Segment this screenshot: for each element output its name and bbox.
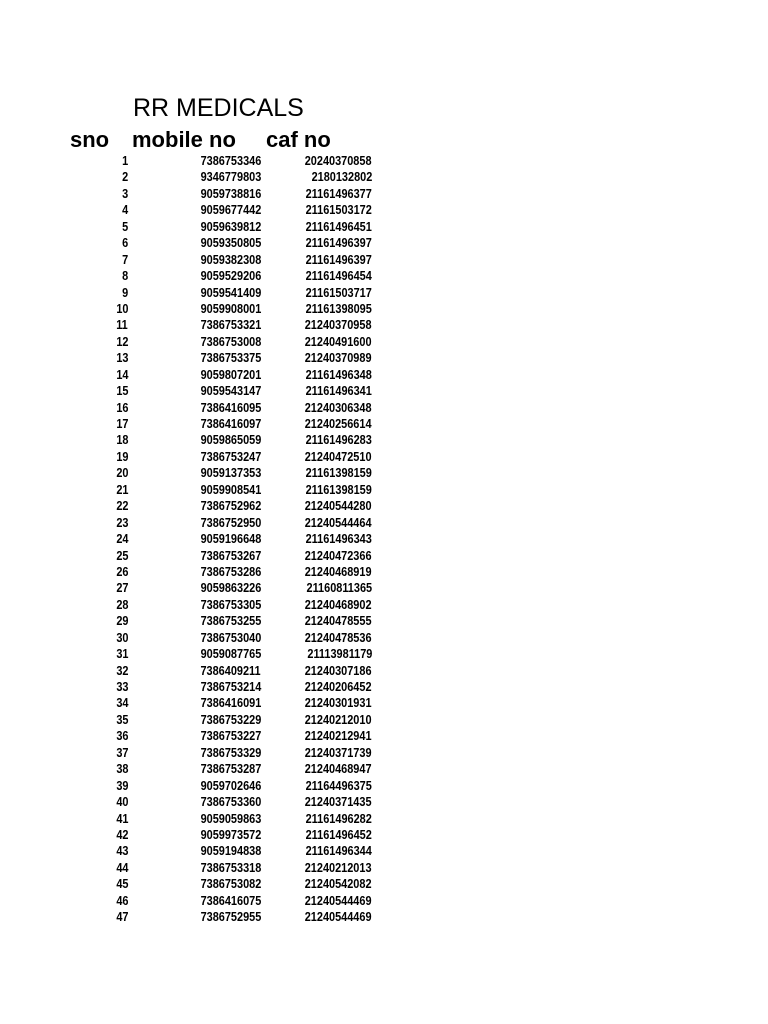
caf-no-cell: 21240468947: [305, 761, 372, 777]
sno-cell: 15: [115, 383, 128, 399]
table-row: [0, 613, 400, 629]
table-row: [0, 235, 400, 251]
mobile-no-cell: 7386753214: [200, 679, 261, 694]
caf-no-cell: 21161496341: [305, 383, 372, 399]
column-header-mobile-no: mobile no: [132, 127, 236, 152]
mobile-no-cell: 9059908001: [200, 300, 261, 316]
table-row: [0, 876, 400, 892]
mobile-no-cell: 7386753287: [200, 761, 261, 777]
sno-cell: 27: [115, 580, 128, 596]
table-row: [0, 712, 400, 728]
caf-no-cell: 21240544469: [305, 909, 372, 925]
mobile-no-cell: 7386753321: [200, 317, 261, 333]
caf-no-cell: 21240472366: [305, 547, 372, 563]
sno-cell: 45: [115, 876, 128, 892]
caf-no-cell: 21240212941: [305, 728, 372, 744]
caf-no-cell: 21240468902: [305, 596, 372, 612]
table-row: [0, 383, 400, 399]
table-row: [0, 367, 400, 383]
table-row: [0, 745, 400, 761]
mobile-no-cell: 7386409211: [200, 662, 261, 678]
sno-cell: 18: [115, 432, 128, 448]
mobile-no-cell: 7386753255: [200, 613, 261, 629]
table-row: [0, 695, 400, 711]
table-row: [0, 515, 400, 531]
mobile-no-cell: 9059677442: [200, 202, 261, 218]
caf-no-cell: 21161496452: [305, 826, 372, 842]
sno-cell: 9: [121, 284, 128, 300]
table-row: [0, 153, 400, 169]
sno-cell: 3: [121, 185, 128, 201]
caf-no-cell: 21240544464: [305, 514, 372, 530]
caf-no-cell: 21240491600: [305, 333, 372, 349]
sno-cell: 17: [115, 416, 128, 431]
caf-no-cell: 20240370858: [305, 153, 372, 168]
table-row: [0, 564, 400, 580]
sno-cell: 33: [115, 679, 128, 694]
caf-no-cell: 21164496375: [305, 777, 372, 793]
sno-cell: 31: [115, 646, 128, 662]
mobile-no-cell: 7386753267: [200, 547, 261, 563]
mobile-no-cell: 9059087765: [200, 646, 261, 662]
table-row: [0, 334, 400, 350]
mobile-no-cell: 7386753286: [200, 563, 261, 579]
sno-cell: 32: [115, 662, 128, 678]
mobile-no-cell: 7386416075: [200, 892, 261, 908]
table-row: [0, 186, 400, 202]
caf-no-cell: 21161496377: [305, 185, 372, 201]
sno-cell: 6: [121, 235, 128, 251]
caf-no-cell: 21161496451: [305, 218, 372, 234]
caf-no-cell: 21240307186: [305, 662, 372, 678]
sno-cell: 21: [115, 481, 128, 497]
caf-no-cell: 21161496283: [305, 432, 372, 448]
caf-no-cell: 2180132802: [311, 169, 372, 185]
mobile-no-cell: 9059865059: [200, 432, 261, 448]
mobile-no-cell: 7386753229: [200, 711, 261, 727]
mobile-no-cell: 7386753346: [200, 153, 261, 168]
mobile-no-cell: 7386753082: [200, 876, 261, 892]
table-row: [0, 317, 400, 333]
table-row: [0, 416, 400, 432]
mobile-no-cell: 7386753008: [200, 333, 261, 349]
caf-no-cell: 21161398159: [305, 465, 372, 481]
mobile-no-cell: 9059350805: [200, 235, 261, 251]
caf-no-cell: 21240371739: [305, 744, 372, 760]
table-row: [0, 219, 400, 235]
table-row: [0, 285, 400, 301]
table-row: [0, 252, 400, 268]
mobile-no-cell: 9059639812: [200, 218, 261, 234]
caf-no-cell: 21240370958: [305, 317, 372, 333]
mobile-no-cell: 7386416097: [200, 416, 261, 431]
caf-no-cell: 21161503172: [305, 202, 372, 218]
mobile-no-cell: 9059541409: [200, 284, 261, 300]
sno-cell: 42: [115, 826, 128, 842]
mobile-no-cell: 9059973572: [200, 826, 261, 842]
caf-no-cell: 21240544280: [305, 498, 372, 514]
caf-no-cell: 21161496397: [305, 235, 372, 251]
table-row: [0, 630, 400, 646]
sno-cell: 1: [121, 153, 128, 168]
mobile-no-cell: 9059194838: [200, 843, 261, 859]
mobile-no-cell: 9346779803: [200, 169, 261, 185]
caf-no-cell: 21240542082: [305, 876, 372, 892]
caf-no-cell: 21161398095: [305, 300, 372, 316]
sno-cell: 22: [115, 498, 128, 514]
mobile-no-cell: 7386753247: [200, 448, 261, 464]
sno-cell: 26: [115, 563, 128, 579]
table-row: [0, 400, 400, 416]
caf-no-cell: 21161398159: [305, 481, 372, 497]
sno-cell: 11: [116, 317, 128, 333]
caf-no-cell: 21161496454: [305, 268, 372, 284]
table-row: [0, 548, 400, 564]
mobile-no-cell: 9059738816: [200, 185, 261, 201]
table-row: [0, 728, 400, 744]
mobile-no-cell: 9059543147: [200, 383, 261, 399]
table-row: [0, 580, 400, 596]
mobile-no-cell: 7386753040: [200, 629, 261, 645]
table-row: [0, 597, 400, 613]
mobile-no-cell: 7386753360: [200, 794, 261, 810]
mobile-no-cell: 9059863226: [200, 580, 261, 596]
sno-cell: 7: [121, 251, 128, 267]
caf-no-cell: 21240478555: [305, 613, 372, 629]
mobile-no-cell: 7386752950: [200, 514, 261, 530]
data-table: [0, 153, 400, 926]
mobile-no-cell: 7386416091: [200, 695, 261, 711]
mobile-no-cell: 7386753329: [200, 744, 261, 760]
table-row: [0, 498, 400, 514]
caf-no-cell: 21240301931: [305, 695, 372, 711]
mobile-no-cell: 9059137353: [200, 465, 261, 481]
sno-cell: 16: [115, 399, 128, 415]
sno-cell: 10: [115, 300, 128, 316]
sno-cell: 14: [115, 366, 128, 382]
sno-cell: 24: [115, 531, 128, 547]
caf-no-cell: 21161496282: [305, 810, 372, 826]
table-row: [0, 811, 400, 827]
table-row: [0, 465, 400, 481]
table-row: [0, 860, 400, 876]
column-header-caf-no: caf no: [266, 127, 331, 152]
sno-cell: 47: [115, 909, 128, 925]
sno-cell: 23: [115, 514, 128, 530]
sno-cell: 20: [115, 465, 128, 481]
mobile-no-cell: 9059807201: [200, 366, 261, 382]
sno-cell: 46: [115, 892, 128, 908]
table-row: [0, 449, 400, 465]
table-row: [0, 794, 400, 810]
caf-no-cell: 21240256614: [305, 416, 372, 431]
caf-no-cell: 21240544469: [305, 892, 372, 908]
sno-cell: 29: [115, 613, 128, 629]
sno-cell: 25: [115, 547, 128, 563]
sno-cell: 41: [115, 810, 128, 826]
caf-no-cell: 21240468919: [305, 563, 372, 579]
sno-cell: 8: [121, 268, 128, 284]
mobile-no-cell: 7386752955: [200, 909, 261, 925]
mobile-no-cell: 9059908541: [200, 481, 261, 497]
sno-cell: 34: [115, 695, 128, 711]
document-title: RR MEDICALS: [133, 94, 304, 122]
caf-no-cell: 21161496343: [305, 531, 372, 547]
mobile-no-cell: 9059529206: [200, 268, 261, 284]
table-row: [0, 169, 400, 185]
caf-no-cell: 21240472510: [305, 448, 372, 464]
table-row: [0, 843, 400, 859]
sno-cell: 36: [115, 728, 128, 744]
table-row: [0, 482, 400, 498]
sno-cell: 38: [115, 761, 128, 777]
sno-cell: 19: [115, 448, 128, 464]
caf-no-cell: 21161496348: [305, 366, 372, 382]
table-row: [0, 646, 400, 662]
caf-no-cell: 21240212013: [305, 859, 372, 875]
sno-cell: 37: [115, 744, 128, 760]
table-row: [0, 301, 400, 317]
table-row: [0, 679, 400, 695]
sno-cell: 44: [115, 859, 128, 875]
caf-no-cell: 21161503717: [305, 284, 372, 300]
caf-no-cell: 21240212010: [305, 711, 372, 727]
caf-no-cell: 21240478536: [305, 629, 372, 645]
column-header-sno: sno: [70, 127, 110, 152]
caf-no-cell: 21240371435: [305, 794, 372, 810]
table-row: [0, 663, 400, 679]
caf-no-cell: 21160811365: [306, 580, 372, 596]
sno-cell: 39: [115, 777, 128, 793]
mobile-no-cell: 7386416095: [200, 399, 261, 415]
sno-cell: 4: [121, 202, 128, 218]
caf-no-cell: 21161496397: [305, 251, 372, 267]
table-row: [0, 432, 400, 448]
mobile-no-cell: 7386753318: [200, 859, 261, 875]
mobile-no-cell: 9059059863: [200, 810, 261, 826]
table-row: [0, 350, 400, 366]
mobile-no-cell: 7386753375: [200, 350, 261, 366]
sno-cell: 13: [115, 350, 128, 366]
caf-no-cell: 21240306348: [305, 399, 372, 415]
sno-cell: 12: [115, 333, 128, 349]
sno-cell: 5: [121, 218, 128, 234]
table-row: [0, 827, 400, 843]
mobile-no-cell: 7386752962: [200, 498, 261, 514]
mobile-no-cell: 9059702646: [200, 777, 261, 793]
table-row: [0, 531, 400, 547]
mobile-no-cell: 9059196648: [200, 531, 261, 547]
caf-no-cell: 21240370989: [305, 350, 372, 366]
sno-cell: 43: [115, 843, 128, 859]
table-row: [0, 778, 400, 794]
mobile-no-cell: 7386753305: [200, 596, 261, 612]
caf-no-cell: 21161496344: [305, 843, 372, 859]
mobile-no-cell: 7386753227: [200, 728, 261, 744]
caf-no-cell: 21240206452: [305, 679, 372, 694]
sno-cell: 30: [115, 629, 128, 645]
table-row: [0, 268, 400, 284]
table-row: [0, 893, 400, 909]
sno-cell: 35: [115, 711, 128, 727]
sno-cell: 40: [115, 794, 128, 810]
sno-cell: 28: [115, 596, 128, 612]
mobile-no-cell: 9059382308: [200, 251, 261, 267]
caf-no-cell: 21113981179: [306, 646, 372, 662]
sno-cell: 2: [121, 169, 128, 185]
table-row: [0, 761, 400, 777]
table-row: [0, 202, 400, 218]
table-row: [0, 909, 400, 925]
